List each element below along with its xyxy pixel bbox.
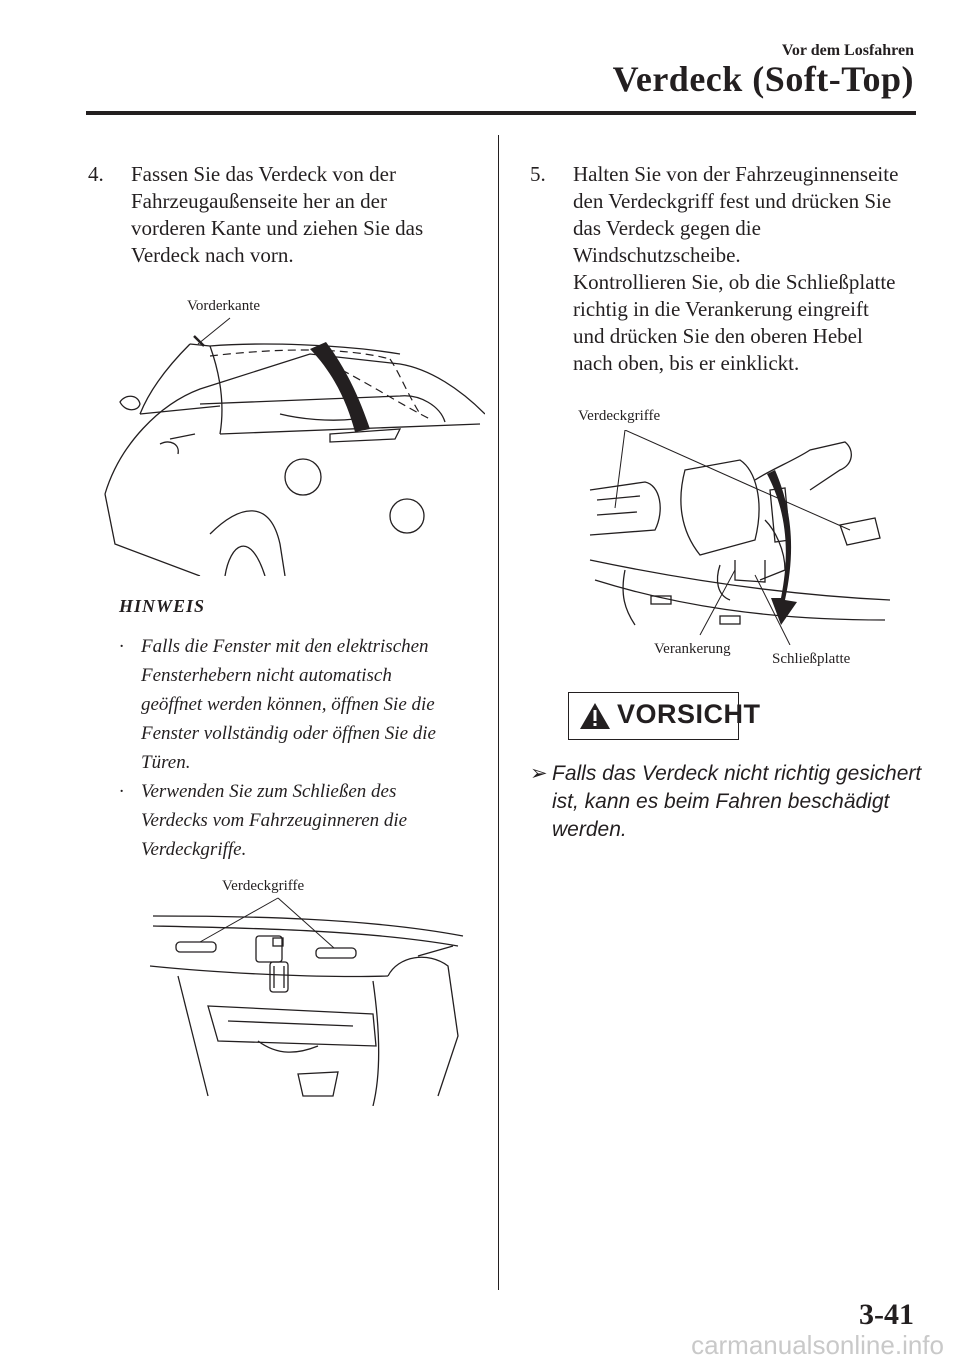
caution-text bbox=[530, 760, 921, 844]
step-line: richtig in die Verankerung eingreift bbox=[573, 297, 869, 321]
step-line: Fassen Sie das Verdeck von der bbox=[131, 162, 396, 186]
figure-latch bbox=[585, 430, 895, 645]
label-schliessplatte: Schließplatte bbox=[772, 651, 851, 667]
warning-triangle-icon bbox=[579, 702, 611, 730]
caution-line: ist, kann es beim Fahren beschädigt bbox=[552, 790, 890, 813]
step-line: Fahrzeugaußenseite her an der bbox=[131, 189, 387, 213]
label-verdeckgriffe: Verdeckgriffe bbox=[222, 878, 305, 894]
step-line: das Verdeck gegen die bbox=[573, 216, 761, 240]
step-number: 4. bbox=[88, 162, 104, 186]
step-line: und drücken Sie den oberen Hebel bbox=[573, 324, 863, 348]
note-line: Falls die Fenster mit den elektrischen bbox=[141, 636, 429, 657]
step-text bbox=[131, 161, 423, 269]
watermark: carmanualsonline.info bbox=[691, 1330, 944, 1360]
note-line: Fenster vollständig oder öffnen Sie die bbox=[141, 723, 436, 744]
leader-line-vorderkante bbox=[195, 316, 235, 346]
bullet-glyph: · bbox=[119, 781, 124, 802]
step-line: nach oben, bis er einklickt. bbox=[573, 351, 800, 375]
step-line: Halten Sie von der Fahrzeuginnenseite bbox=[573, 162, 899, 186]
section-title: Verdeck (Soft-Top) bbox=[612, 59, 914, 99]
caution-title: VORSICHT bbox=[617, 699, 761, 729]
step-line: vorderen Kante und ziehen Sie das bbox=[131, 216, 424, 240]
hinweis-title: HINWEIS bbox=[119, 596, 206, 616]
note-line: Verwenden Sie zum Schließen des bbox=[141, 781, 397, 802]
column-divider bbox=[498, 135, 499, 1290]
label-verankerung: Verankerung bbox=[654, 641, 731, 657]
latch-illustration bbox=[585, 430, 895, 645]
header-rule bbox=[86, 111, 916, 115]
step-text bbox=[573, 161, 898, 377]
caution-line: Falls das Verdeck nicht richtig gesichert bbox=[552, 762, 922, 785]
step-line: Verdeck nach vorn. bbox=[131, 243, 294, 267]
arrow-bullet-icon: ➢ bbox=[530, 762, 548, 785]
bullet-glyph: · bbox=[119, 636, 124, 657]
caution-box bbox=[568, 692, 761, 740]
label-verdeckgriffe-2: Verdeckgriffe bbox=[578, 408, 661, 424]
step-line: Windschutzscheibe. bbox=[573, 243, 741, 267]
figure-car-softtop bbox=[100, 294, 485, 576]
note-line: geöffnet werden können, öffnen Sie die bbox=[141, 694, 435, 715]
section-subtitle: Vor dem Losfahren bbox=[781, 42, 914, 59]
note-line: Fensterhebern nicht automatisch bbox=[141, 665, 392, 686]
step-4 bbox=[88, 161, 423, 269]
figure-interior-grips bbox=[148, 896, 468, 1106]
page-number: 3-41 bbox=[859, 1298, 914, 1331]
step-line: den Verdeckgriff fest und drücken Sie bbox=[573, 189, 892, 213]
note-line: Verdecks vom Fahrzeuginneren die bbox=[141, 810, 408, 831]
label-vorderkante: Vorderkante bbox=[187, 298, 261, 314]
step-number: 5. bbox=[530, 162, 546, 186]
interior-grips-illustration bbox=[148, 896, 468, 1106]
step-line: Kontrollieren Sie, ob die Schließplatte bbox=[573, 270, 896, 294]
caution-line: werden. bbox=[552, 818, 627, 841]
hinweis-bullet bbox=[119, 632, 436, 777]
note-line: Türen. bbox=[141, 752, 191, 773]
note-line: Verdeckgriffe. bbox=[141, 839, 247, 860]
car-softtop-illustration bbox=[100, 294, 485, 576]
step-5 bbox=[530, 161, 898, 377]
hinweis-bullet bbox=[119, 777, 407, 864]
